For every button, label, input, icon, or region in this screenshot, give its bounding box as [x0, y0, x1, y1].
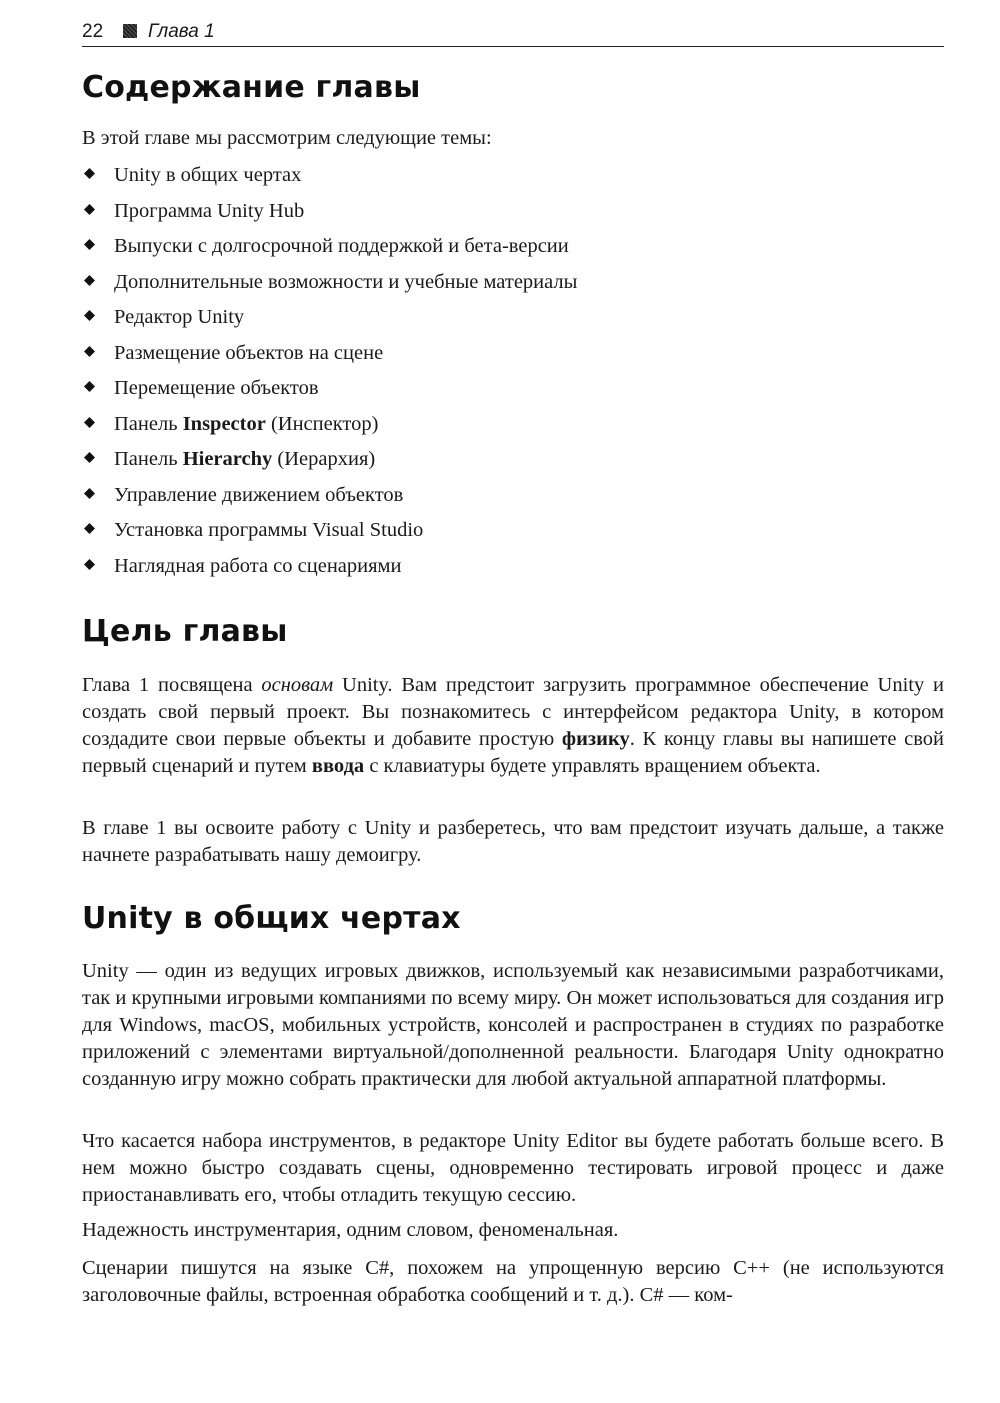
list-item: Программа Unity Hub	[82, 196, 577, 232]
overview-paragraph-1: Unity — один из ведущих игровых движков, используемый как независимыми разработчиками, так и крупными игровыми компаниями по всему миру. Он может использоваться для создания игр для Windows, macOS, мобильных устройств, консолей и распространен в студиях по разработке приложений с элементами виртуальной/дополненной реальности. Благодаря Unity однократно созданную игру можно собрать практически для любой актуальной аппаратной платформы.	[82, 960, 944, 1090]
diamond-bullet-icon	[84, 417, 95, 428]
page-number: 22	[82, 21, 104, 42]
overview-paragraph-3: Надежность инструментария, одним словом, феноменальная.	[82, 1219, 619, 1241]
diamond-bullet-icon	[84, 168, 95, 179]
running-header	[82, 18, 944, 47]
diamond-bullet-icon	[84, 239, 95, 250]
diamond-bullet-icon	[84, 310, 95, 321]
list-item: Перемещение объектов	[82, 373, 577, 409]
topics-list	[82, 160, 577, 586]
diamond-bullet-icon	[84, 488, 95, 499]
diamond-bullet-icon	[84, 381, 95, 392]
diamond-bullet-icon	[84, 523, 95, 534]
section-heading-overview: Unity в общих чертах	[82, 901, 461, 936]
list-item: Панель Hierarchy (Иерархия)	[82, 444, 577, 480]
goal-paragraph-1: Глава 1 посвящена основам Unity. Вам предстоит загрузить программное обеспечение Unity и создать свой первый проект. Вы познакомитесь с интерфейсом редактора Unity, в котором создадите свои первые объекты и добавите простую физику. К концу главы вы напишете свой первый сценарий и путем ввода с клавиатуры будете управлять вращением объекта.	[82, 674, 944, 777]
list-item: Управление движением объектов	[82, 480, 577, 516]
list-item: Редактор Unity	[82, 302, 577, 338]
overview-paragraph-2: Что касается набора инструментов, в редакторе Unity Editor вы будете работать больше всего. В нем можно быстро создавать сцены, одновременно тестировать игровой процесс и даже приостанавливать его, чтобы отладить текущую сессию.	[82, 1130, 944, 1206]
list-item: Unity в общих чертах	[82, 160, 577, 196]
goal-paragraph-2: В главе 1 вы освоите работу с Unity и разберетесь, что вам предстоит изучать дальше, а также начнете разрабатывать нашу демоигру.	[82, 817, 944, 866]
contents-intro: В этой главе мы рассмотрим следующие темы:	[82, 127, 492, 149]
list-item: Размещение объектов на сцене	[82, 338, 577, 374]
running-chapter-title: Глава 1	[148, 21, 215, 42]
list-item: Дополнительные возможности и учебные материалы	[82, 267, 577, 303]
list-item: Выпуски с долгосрочной поддержкой и бета-версии	[82, 231, 577, 267]
overview-paragraph-4: Сценарии пишутся на языке C#, похожем на упрощенную версию C++ (не используются заголовочные файлы, встроенная обработка сообщений и т. д.). C# — ком-	[82, 1257, 944, 1306]
section-heading-goal: Цель главы	[82, 614, 288, 649]
diamond-bullet-icon	[84, 204, 95, 215]
section-heading-contents: Содержание главы	[82, 70, 421, 105]
list-item: Панель Inspector (Инспектор)	[82, 409, 577, 445]
list-item: Установка программы Visual Studio	[82, 515, 577, 551]
diamond-bullet-icon	[84, 559, 95, 570]
diamond-bullet-icon	[84, 346, 95, 357]
list-item: Наглядная работа со сценариями	[82, 551, 577, 587]
diamond-bullet-icon	[84, 452, 95, 463]
diamond-bullet-icon	[84, 275, 95, 286]
header-square-icon	[123, 24, 137, 38]
